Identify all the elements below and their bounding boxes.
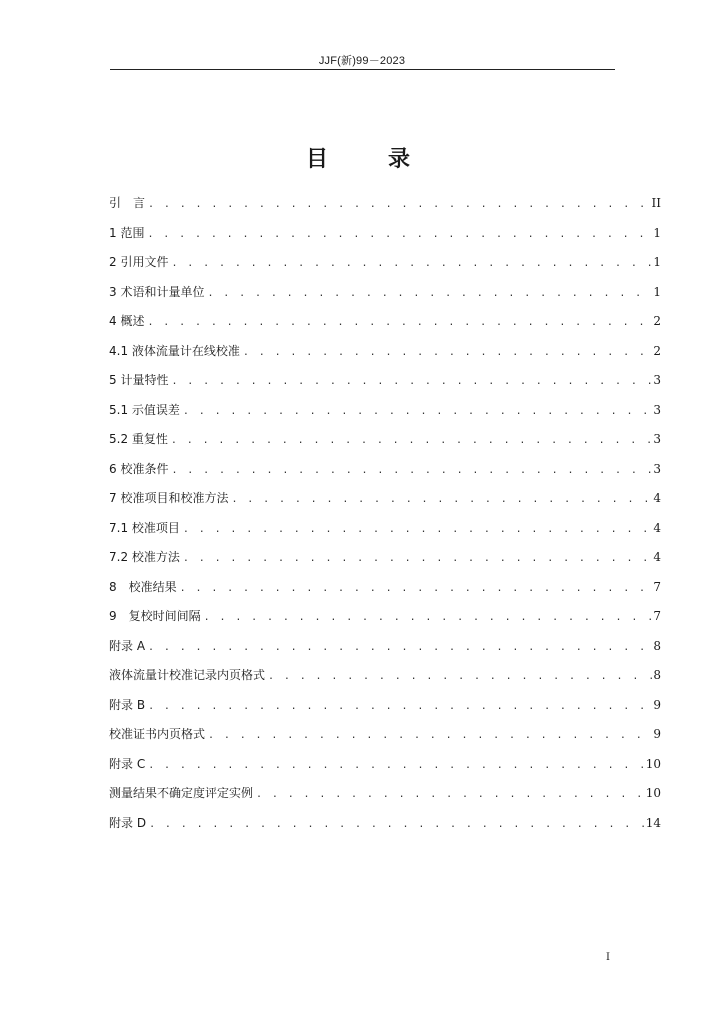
toc-entry[interactable] — [109, 397, 661, 427]
toc-entry-label: 测量结果不确定度评定实例 — [109, 786, 254, 800]
toc-leader-dots — [183, 517, 652, 543]
toc-entry-label: 4 概述 — [109, 314, 145, 328]
header-rule — [110, 69, 615, 70]
toc-entry-page: 4 — [653, 550, 661, 564]
toc-entry[interactable] — [109, 544, 661, 574]
toc-entry-label: 引 言 — [109, 196, 146, 210]
running-header: JJF(新)99－2023 — [318, 55, 406, 67]
toc-entry-page: 7 — [653, 579, 661, 594]
toc-leader-dots — [243, 340, 652, 366]
toc-entry-label: 6 校准条件 — [109, 461, 169, 476]
toc-entry-label: 9 复校时间间隔 — [109, 609, 201, 623]
toc-entry-label: 5 计量特性 — [109, 373, 169, 387]
toc-leader-dots — [171, 251, 652, 277]
toc-entry-page: 3 — [653, 461, 661, 476]
toc-entry-page: 2 — [653, 314, 661, 328]
toc-entry[interactable] — [109, 456, 661, 486]
toc-entry[interactable] — [109, 308, 661, 338]
toc-entry-label: 附录 C — [109, 756, 146, 771]
toc-entry-label: 7 校准项目和校准方法 — [109, 491, 229, 505]
toc-leader-dots — [180, 576, 653, 602]
toc-leader-dots — [183, 546, 652, 572]
toc-entry-page: 7 — [653, 609, 661, 623]
toc-entry-page: II — [651, 196, 661, 210]
toc-leader-dots — [147, 222, 652, 248]
toc-entry[interactable] — [109, 721, 661, 751]
toc-entry[interactable] — [109, 338, 661, 368]
toc-leader-dots — [204, 605, 653, 631]
toc-leader-dots — [171, 458, 652, 484]
toc-entry[interactable] — [109, 426, 661, 456]
toc-leader-dots — [208, 723, 652, 749]
toc-entry[interactable] — [109, 692, 661, 722]
toc-entry-label: 5.1 示值误差 — [109, 402, 180, 417]
toc-entry-page: 3 — [653, 432, 661, 446]
toc-leader-dots — [148, 192, 651, 218]
toc-entry-label: 2 引用文件 — [109, 255, 169, 269]
toc-entry-label: 7.2 校准方法 — [109, 550, 180, 564]
toc-entry[interactable] — [109, 751, 661, 781]
toc-entry-label: 4.1 液体流量计在线校准 — [109, 343, 240, 358]
toc-entry[interactable] — [109, 249, 661, 279]
toc-entry-page: 10 — [645, 756, 661, 771]
toc-entry[interactable] — [109, 279, 661, 309]
toc-entry-page: 9 — [653, 697, 661, 712]
toc-entry-label: 附录 B — [109, 697, 146, 712]
toc-leader-dots — [268, 664, 652, 690]
toc-entry-page: 3 — [653, 373, 661, 387]
toc-leader-dots — [149, 812, 645, 838]
toc-entry-page: 8 — [653, 638, 661, 653]
toc-entry[interactable] — [109, 485, 661, 515]
toc-leader-dots — [183, 399, 652, 425]
toc-leader-dots — [171, 428, 652, 454]
toc-entry-page: 4 — [653, 491, 661, 505]
toc-entry-label: 液体流量计校准记录内页格式 — [109, 668, 266, 682]
toc-leader-dots — [207, 281, 652, 307]
toc-leader-dots — [148, 635, 652, 661]
toc-entry[interactable] — [109, 190, 661, 220]
toc-entry[interactable] — [109, 633, 661, 663]
toc-entry-label: 附录 D — [109, 815, 147, 830]
page-number: I — [606, 952, 610, 963]
table-of-contents — [109, 190, 661, 839]
toc-entry[interactable] — [109, 220, 661, 250]
toc-entry-label: 3 术语和计量单位 — [109, 284, 205, 299]
toc-leader-dots — [171, 369, 652, 395]
toc-entry-page: 4 — [653, 520, 661, 535]
toc-entry-label: 1 范围 — [109, 225, 145, 240]
toc-leader-dots — [256, 782, 645, 808]
toc-entry-page: 3 — [653, 402, 661, 417]
toc-entry[interactable] — [109, 780, 661, 810]
page-title: 目录 — [305, 147, 470, 172]
toc-entry[interactable] — [109, 810, 661, 840]
toc-entry-label: 校准证书内页格式 — [109, 727, 206, 741]
toc-leader-dots — [231, 487, 652, 513]
toc-entry-label: 5.2 重复性 — [109, 432, 168, 446]
toc-leader-dots — [147, 310, 652, 336]
toc-entry-page: 1 — [653, 284, 661, 299]
toc-entry-label: 7.1 校准项目 — [109, 520, 180, 535]
toc-entry[interactable] — [109, 574, 661, 604]
toc-entry-page: 1 — [653, 255, 661, 269]
toc-entry[interactable] — [109, 515, 661, 545]
toc-entry-label: 8 校准结果 — [109, 579, 177, 594]
toc-entry-page: 8 — [653, 668, 661, 682]
toc-leader-dots — [148, 753, 645, 779]
toc-entry-page: 2 — [653, 343, 661, 358]
toc-entry[interactable] — [109, 367, 661, 397]
toc-entry-label: 附录 A — [109, 638, 146, 653]
toc-entry-page: 14 — [645, 815, 661, 830]
toc-leader-dots — [148, 694, 652, 720]
toc-entry-page: 10 — [645, 786, 661, 800]
toc-entry-page: 9 — [653, 727, 661, 741]
toc-entry[interactable] — [109, 603, 661, 633]
toc-entry[interactable] — [109, 662, 661, 692]
toc-entry-page: 1 — [653, 225, 661, 240]
